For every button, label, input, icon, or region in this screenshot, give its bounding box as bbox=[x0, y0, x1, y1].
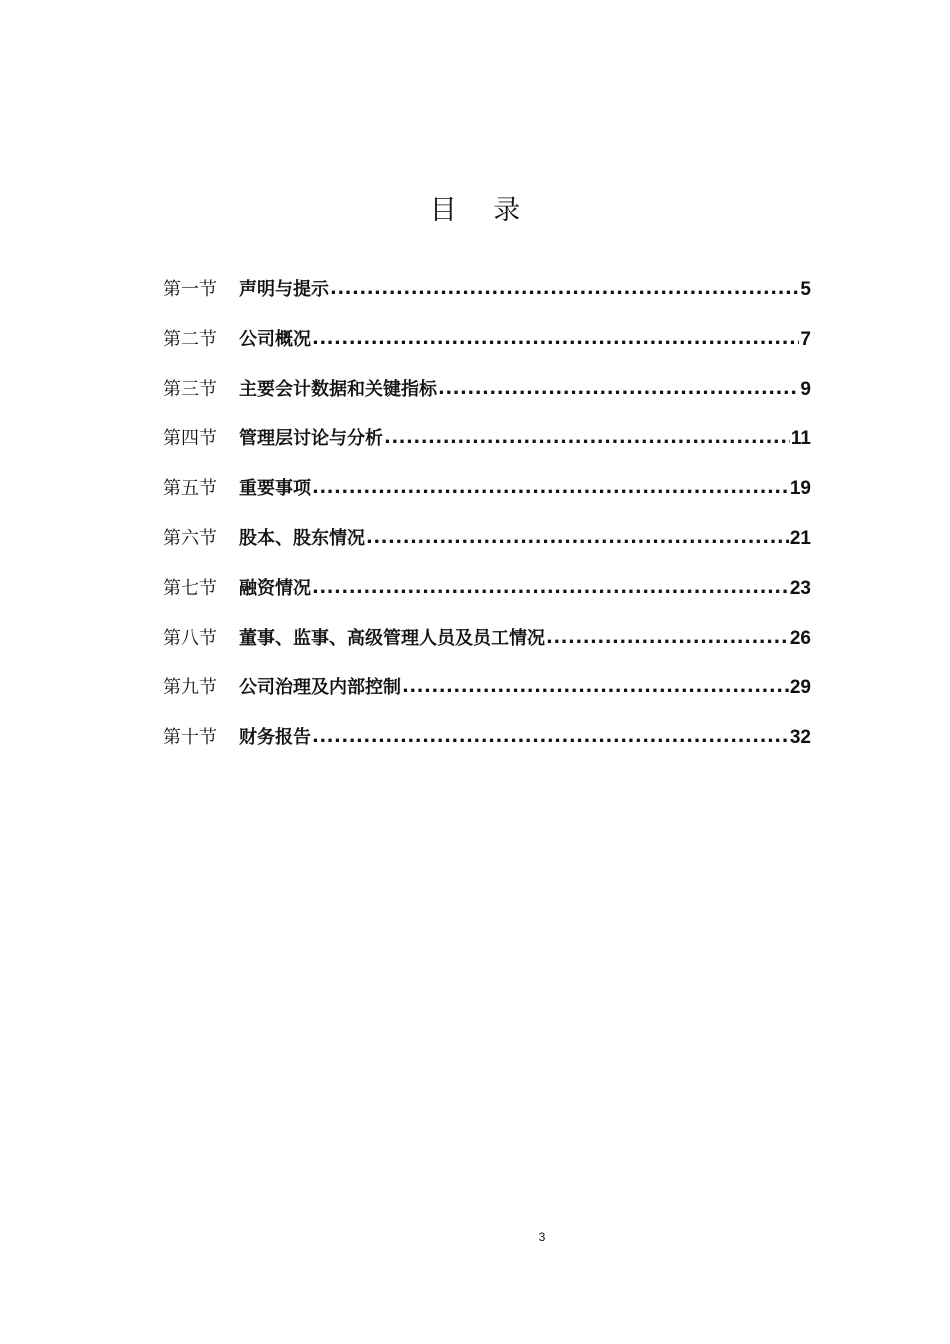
toc-page-number: 21 bbox=[789, 527, 811, 549]
toc-page-number: 23 bbox=[789, 577, 811, 599]
toc-section-number: 第七节 bbox=[163, 577, 217, 599]
toc-section-number: 第五节 bbox=[163, 478, 217, 500]
toc-section-number: 第九节 bbox=[163, 677, 217, 699]
toc-heading: 声明与提示 bbox=[239, 279, 329, 300]
toc-heading: 主要会计数据和关键指标 bbox=[239, 378, 437, 400]
toc-leader-dots bbox=[546, 620, 789, 656]
table-of-contents bbox=[163, 272, 811, 770]
toc-entry[interactable] bbox=[163, 571, 811, 621]
toc-page-number: 29 bbox=[789, 677, 811, 699]
toc-page-number: 9 bbox=[800, 378, 811, 400]
toc-entry[interactable] bbox=[163, 621, 811, 671]
toc-leader-dots bbox=[384, 420, 790, 456]
toc-entry[interactable] bbox=[163, 372, 811, 422]
toc-section-number: 第八节 bbox=[163, 627, 217, 649]
toc-heading: 管理层讨论与分析 bbox=[239, 428, 383, 450]
toc-page-number: 11 bbox=[790, 428, 811, 450]
toc-page-number: 26 bbox=[789, 627, 811, 649]
toc-page-number: 32 bbox=[789, 727, 811, 749]
page-title: 目 录 bbox=[429, 195, 535, 227]
toc-page-number: 19 bbox=[789, 478, 811, 500]
toc-heading: 财务报告 bbox=[239, 727, 311, 749]
toc-section-number: 第六节 bbox=[163, 527, 217, 549]
toc-section-number: 第三节 bbox=[163, 378, 217, 400]
toc-entry[interactable] bbox=[163, 272, 811, 322]
toc-heading: 重要事项 bbox=[239, 478, 311, 500]
toc-heading: 公司概况 bbox=[239, 328, 311, 350]
toc-leader-dots bbox=[312, 570, 789, 606]
toc-section-number: 第十节 bbox=[163, 727, 217, 749]
toc-page-number: 5 bbox=[800, 279, 811, 300]
toc-entry[interactable] bbox=[163, 720, 811, 770]
toc-leader-dots bbox=[438, 371, 799, 407]
toc-entry[interactable] bbox=[163, 471, 811, 521]
toc-leader-dots bbox=[312, 470, 789, 506]
toc-entry[interactable] bbox=[163, 521, 811, 571]
toc-heading: 融资情况 bbox=[239, 577, 311, 599]
toc-entry[interactable] bbox=[163, 322, 811, 372]
toc-section-number: 第二节 bbox=[163, 328, 217, 350]
toc-section-number: 第一节 bbox=[163, 279, 217, 300]
toc-heading: 董事、监事、高级管理人员及员工情况 bbox=[239, 627, 545, 649]
page-footer-number: 3 bbox=[538, 1230, 546, 1244]
toc-leader-dots bbox=[312, 321, 799, 357]
toc-page-number: 7 bbox=[800, 328, 811, 350]
toc-leader-dots bbox=[402, 669, 789, 705]
toc-leader-dots bbox=[330, 271, 799, 307]
toc-entry[interactable] bbox=[163, 421, 811, 471]
toc-heading: 公司治理及内部控制 bbox=[239, 677, 401, 699]
toc-leader-dots bbox=[312, 719, 789, 755]
toc-section-number: 第四节 bbox=[163, 428, 217, 450]
toc-leader-dots bbox=[366, 520, 789, 556]
toc-entry[interactable] bbox=[163, 670, 811, 720]
toc-heading: 股本、股东情况 bbox=[239, 527, 365, 549]
